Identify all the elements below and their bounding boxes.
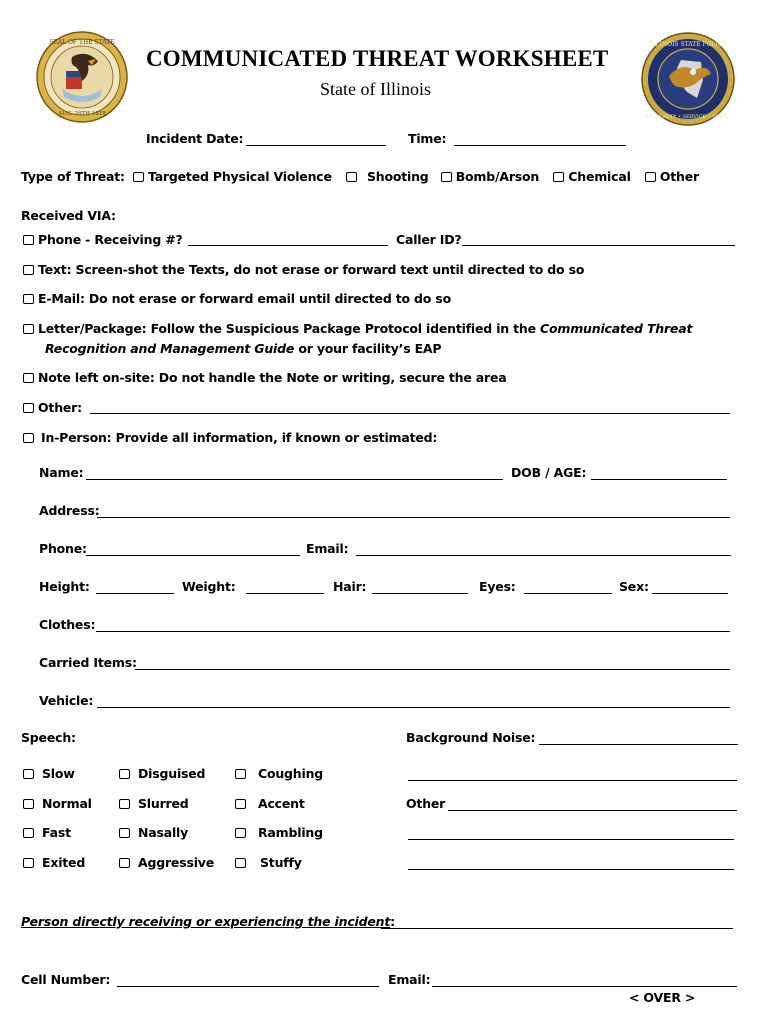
checkbox-icon[interactable]	[23, 799, 34, 809]
speech-option-aggressive[interactable]	[119, 855, 214, 870]
speech-option-label: Nasally	[138, 825, 189, 840]
checkbox-icon[interactable]	[235, 858, 246, 868]
threat-option-label: Other	[659, 169, 699, 184]
guide-title-part-2: Recognition and Management Guide	[45, 341, 295, 356]
background-other-field[interactable]	[448, 810, 737, 811]
receiver-label-row	[21, 914, 395, 929]
checkbox-icon[interactable]	[346, 172, 357, 182]
phone-option-label: Phone - Receiving #?	[38, 232, 183, 247]
checkbox-icon[interactable]	[553, 172, 564, 182]
speech-option-label: Disguised	[138, 766, 206, 781]
speech-label: Speech:	[21, 730, 76, 745]
speech-option-label: Aggressive	[138, 855, 215, 870]
speech-option-slurred[interactable]	[119, 796, 189, 811]
clothes-label: Clothes:	[39, 617, 96, 632]
other-option-label: Other:	[38, 400, 82, 415]
threat-option-shooting[interactable]	[346, 169, 429, 184]
checkbox-icon[interactable]	[441, 172, 452, 182]
guide-title-part-1: Communicated Threat	[540, 321, 693, 336]
email-field[interactable]	[356, 555, 731, 556]
background-noise-line-3[interactable]	[408, 839, 734, 840]
receiver-email-label: Email:	[388, 972, 431, 987]
caller-id-label: Caller ID?	[396, 232, 462, 247]
threat-type-label: Type of Threat:	[21, 169, 125, 184]
checkbox-icon[interactable]	[235, 799, 246, 809]
speech-option-label: Slurred	[138, 796, 189, 811]
weight-field[interactable]	[246, 593, 324, 594]
receiver-email-field[interactable]	[432, 986, 737, 987]
received-via-label: Received VIA:	[21, 208, 116, 223]
speech-option-label: Rambling	[258, 825, 323, 840]
sex-field[interactable]	[652, 593, 728, 594]
email-option-label: E-Mail: Do not erase or forward email until directed to do so	[38, 291, 451, 306]
hair-label: Hair:	[333, 579, 367, 594]
email-label: Email:	[306, 541, 349, 556]
checkbox-icon[interactable]	[23, 858, 34, 868]
letter-option-suffix: or your facility’s EAP	[294, 341, 442, 356]
checkbox-icon[interactable]	[23, 433, 34, 443]
phone-label: Phone:	[39, 541, 87, 556]
threat-option-targeted-physical-violence[interactable]	[133, 169, 332, 184]
page-subtitle: State of Illinois	[320, 79, 431, 99]
receiver-field[interactable]	[381, 928, 733, 929]
other-field[interactable]	[90, 413, 730, 414]
speech-option-stuffy[interactable]	[235, 855, 302, 870]
receiving-number-field[interactable]	[188, 245, 388, 246]
time-label: Time:	[408, 131, 447, 146]
checkbox-icon[interactable]	[23, 769, 34, 779]
speech-option-nasally[interactable]	[119, 825, 188, 840]
threat-type-row	[21, 169, 699, 184]
checkbox-icon[interactable]	[23, 403, 34, 413]
speech-option-accent[interactable]	[235, 796, 305, 811]
incident-date-field[interactable]	[246, 145, 386, 146]
speech-option-label: Exited	[42, 855, 86, 870]
speech-option-exited[interactable]	[23, 855, 85, 870]
svg-text:SEAL OF THE STATE: SEAL OF THE STATE	[49, 39, 115, 46]
note-option-label: Note left on-site: Do not handle the Note or writing, secure the area	[38, 370, 507, 385]
threat-option-other[interactable]	[645, 169, 699, 184]
checkbox-icon[interactable]	[23, 265, 34, 275]
eyes-label: Eyes:	[479, 579, 516, 594]
illinois-state-police-seal-icon	[641, 32, 735, 126]
incident-date-label: Incident Date:	[146, 131, 244, 146]
address-field[interactable]	[97, 517, 730, 518]
phone-field[interactable]	[86, 555, 300, 556]
cell-number-label: Cell Number:	[21, 972, 111, 987]
illinois-state-seal-icon	[36, 31, 128, 123]
threat-option-bomb-arson[interactable]	[441, 169, 539, 184]
speech-option-coughing[interactable]	[235, 766, 323, 781]
speech-option-label: Fast	[42, 825, 71, 840]
phone-option[interactable]	[23, 232, 183, 247]
background-other-label: Other	[406, 796, 446, 811]
checkbox-icon[interactable]	[235, 769, 246, 779]
svg-text:ILLINOIS STATE POLICE: ILLINOIS STATE POLICE	[649, 41, 727, 48]
address-label: Address:	[39, 503, 100, 518]
letter-package-option[interactable]	[23, 321, 692, 336]
text-option-label: Text: Screen-shot the Texts, do not erase or forward text until directed to do so	[38, 262, 585, 277]
text-option[interactable]	[23, 262, 584, 277]
threat-option-label: Bomb/Arson	[455, 169, 540, 184]
checkbox-icon[interactable]	[645, 172, 656, 182]
eyes-field[interactable]	[524, 593, 612, 594]
checkbox-icon[interactable]	[119, 769, 130, 779]
in-person-option[interactable]	[23, 430, 437, 445]
name-field[interactable]	[86, 479, 503, 480]
checkbox-icon[interactable]	[119, 858, 130, 868]
background-noise-field[interactable]	[539, 744, 738, 745]
clothes-field[interactable]	[96, 631, 730, 632]
threat-option-label: Shooting	[366, 169, 429, 184]
in-person-option-label: In-Person: Provide all information, if known or estimated:	[41, 430, 438, 445]
carried-items-field[interactable]	[135, 669, 730, 670]
vehicle-label: Vehicle:	[39, 693, 94, 708]
speech-option-label: Stuffy	[260, 855, 302, 870]
background-noise-line-2[interactable]	[408, 780, 737, 781]
over-indicator: < OVER >	[629, 990, 696, 1005]
other-option[interactable]	[23, 400, 82, 415]
speech-option-normal[interactable]	[23, 796, 92, 811]
speech-option-label: Slow	[42, 766, 75, 781]
speech-option-label: Coughing	[258, 766, 324, 781]
time-field[interactable]	[454, 145, 626, 146]
checkbox-icon[interactable]	[23, 294, 34, 304]
checkbox-icon[interactable]	[23, 324, 34, 334]
checkbox-icon[interactable]	[23, 828, 34, 838]
dob-age-field[interactable]	[591, 479, 727, 480]
weight-label: Weight:	[182, 579, 236, 594]
threat-option-label: Chemical	[568, 169, 631, 184]
caller-id-field[interactable]	[462, 245, 735, 246]
threat-option-label: Targeted Physical Violence	[147, 169, 332, 184]
email-option[interactable]	[23, 291, 451, 306]
name-label: Name:	[39, 465, 84, 480]
dob-age-label: DOB / AGE:	[511, 465, 587, 480]
threat-option-chemical[interactable]	[553, 169, 630, 184]
height-label: Height:	[39, 579, 90, 594]
svg-text:INTEGRITY • SERVICE • PRIDE: INTEGRITY • SERVICE • PRIDE	[646, 114, 730, 120]
speech-option-rambling[interactable]	[235, 825, 323, 840]
letter-option-label: Letter/Package: Follow the Suspicious Package Protocol identified in the	[38, 321, 541, 336]
letter-package-option-cont	[45, 341, 441, 356]
checkbox-icon[interactable]	[119, 799, 130, 809]
checkbox-icon[interactable]	[133, 172, 144, 182]
checkbox-icon[interactable]	[119, 828, 130, 838]
hair-field[interactable]	[372, 593, 468, 594]
sex-label: Sex:	[619, 579, 649, 594]
speech-option-label: Accent	[258, 796, 305, 811]
background-noise-line-4[interactable]	[408, 869, 734, 870]
speech-option-slow[interactable]	[23, 766, 75, 781]
background-noise-label: Background Noise:	[406, 730, 536, 745]
checkbox-icon[interactable]	[23, 235, 34, 245]
svg-text:AUG. 26TH 1818: AUG. 26TH 1818	[58, 111, 106, 117]
height-field[interactable]	[96, 593, 174, 594]
speech-option-fast[interactable]	[23, 825, 71, 840]
carried-items-label: Carried Items:	[39, 655, 137, 670]
checkbox-icon[interactable]	[23, 373, 34, 383]
receiver-label: Person directly receiving or experiencing the incident	[21, 914, 391, 929]
cell-number-field[interactable]	[117, 986, 379, 987]
checkbox-icon[interactable]	[235, 828, 246, 838]
vehicle-field[interactable]	[97, 707, 730, 708]
receiver-colon: :	[390, 914, 395, 929]
note-option[interactable]	[23, 370, 507, 385]
speech-option-label: Normal	[42, 796, 92, 811]
page-title: COMMUNICATED THREAT WORKSHEET	[146, 46, 609, 71]
speech-option-disguised[interactable]	[119, 766, 205, 781]
